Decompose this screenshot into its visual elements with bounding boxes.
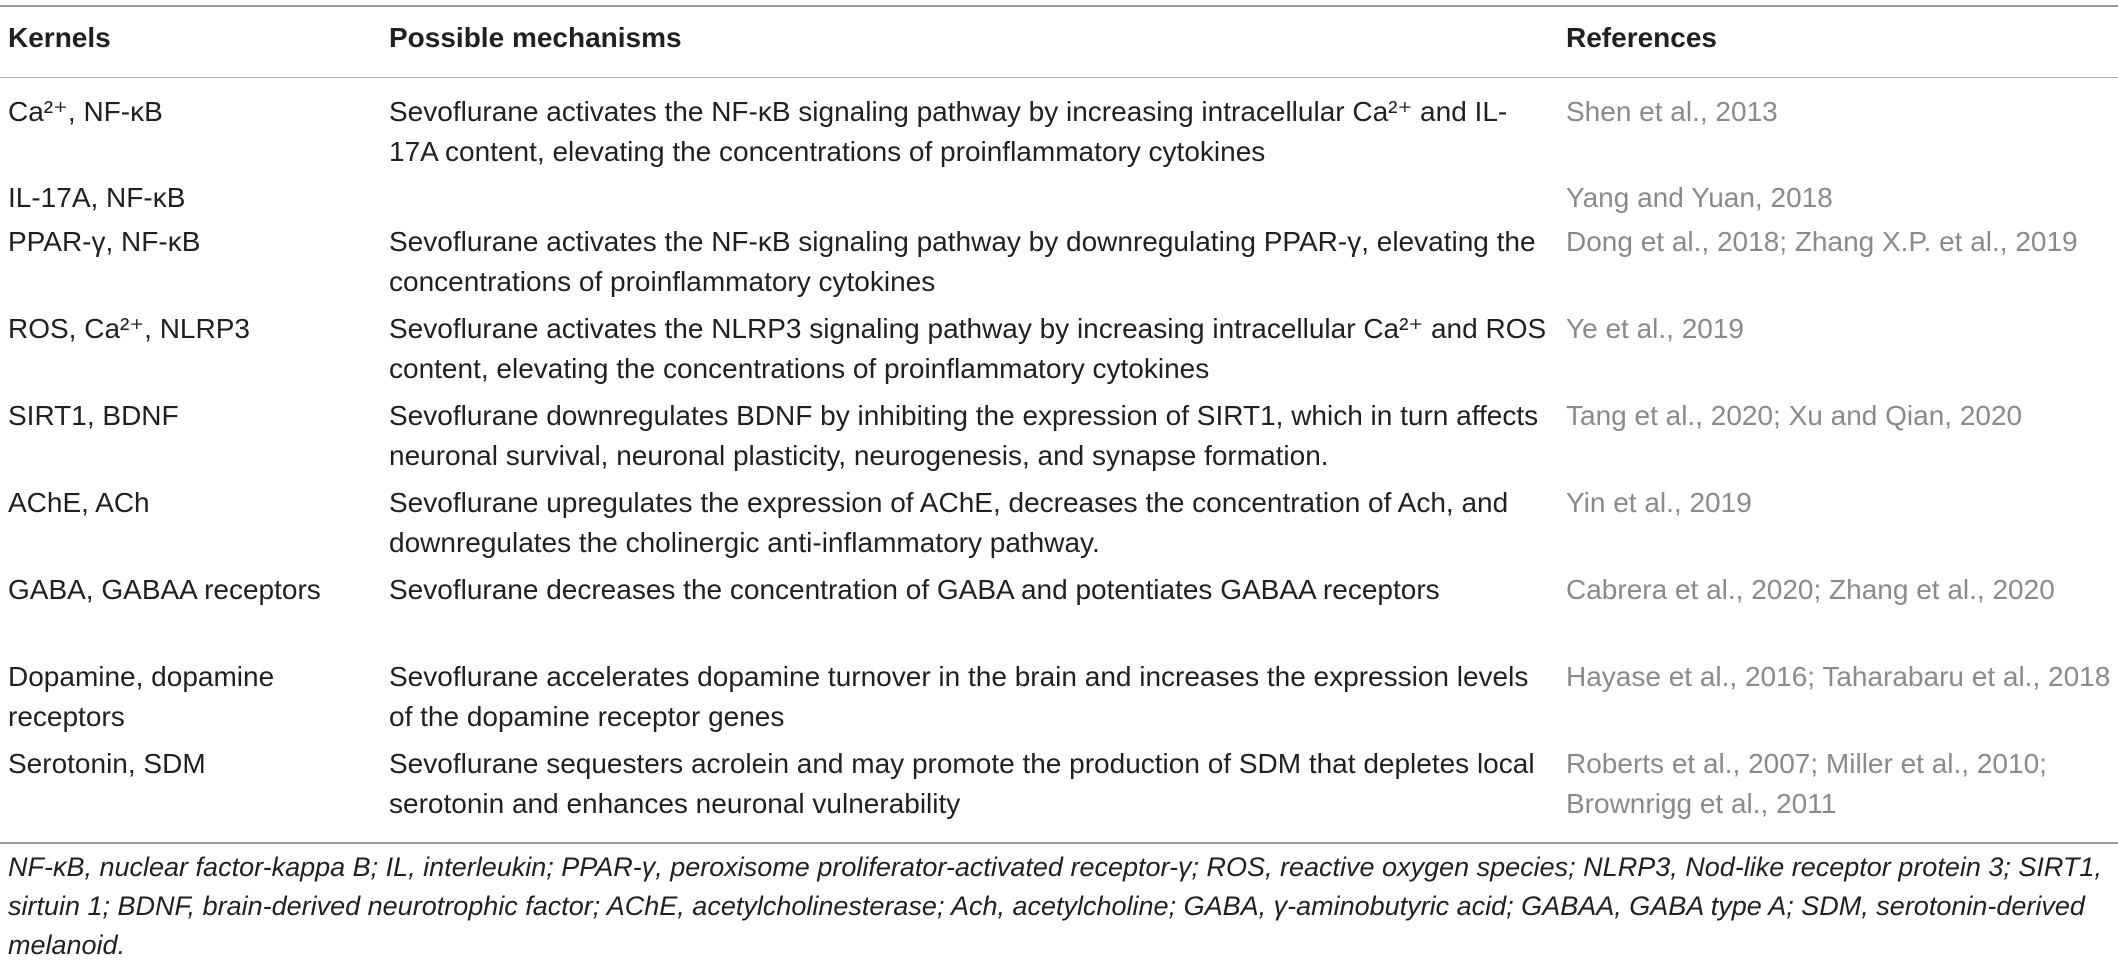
header-references: References	[1566, 22, 1717, 53]
kernels-cell: AChE, ACh	[8, 487, 150, 518]
table-bottom-rule	[0, 842, 2118, 844]
references-cell[interactable]: Dong et al., 2018; Zhang X.P. et al., 2019	[1566, 226, 2078, 257]
mechanism-cell: Sevoflurane upregulates the expression of AChE, decreases the concentration of Ach, and downregulates the cholinergic anti-inflammatory pathway.	[389, 487, 1509, 558]
mechanism-cell: Sevoflurane activates the NF-κB signaling pathway by increasing intracellular Ca²⁺ and IL-17A content, elevating the concentrations of proinflammatory cytokines	[389, 96, 1508, 167]
mechanism-cell: Sevoflurane accelerates dopamine turnover in the brain and increases the expression levels of the dopamine receptor genes	[389, 661, 1529, 732]
references-cell[interactable]: Hayase et al., 2016; Taharabaru et al., 2018	[1566, 661, 2111, 692]
references-cell[interactable]: Ye et al., 2019	[1566, 313, 1745, 344]
mechanism-cell: Sevoflurane decreases the concentration of GABA and potentiates GABAA receptors	[389, 574, 1440, 605]
references-cell[interactable]: Yang and Yuan, 2018	[1566, 182, 1833, 213]
kernels-cell: SIRT1, BDNF	[8, 400, 179, 431]
references-cell[interactable]: Shen et al., 2013	[1566, 96, 1778, 127]
references-cell[interactable]: Tang et al., 2020; Xu and Qian, 2020	[1566, 400, 2023, 431]
table-top-rule	[0, 5, 2118, 7]
references-cell[interactable]: Cabrera et al., 2020; Zhang et al., 2020	[1566, 574, 2055, 605]
kernels-cell: Serotonin, SDM	[8, 748, 206, 779]
mechanism-cell: Sevoflurane downregulates BDNF by inhibiting the expression of SIRT1, which in turn affects neuronal survival, neuronal plasticity, neurogenesis, and synapse formation.	[389, 400, 1539, 471]
references-cell[interactable]: Roberts et al., 2007; Miller et al., 2010; Brownrigg et al., 2011	[1566, 748, 2047, 819]
header-divider	[0, 77, 2118, 78]
mechanism-cell: Sevoflurane sequesters acrolein and may promote the production of SDM that depletes local serotonin and enhances neuronal vulnerability	[389, 748, 1535, 819]
table-header-row	[0, 22, 2118, 62]
header-kernels: Kernels	[8, 22, 111, 53]
references-cell[interactable]: Yin et al., 2019	[1566, 487, 1752, 518]
kernels-cell: PPAR-γ, NF-κB	[8, 226, 201, 257]
kernels-cell: Dopamine, dopamine receptors	[8, 661, 275, 732]
kernels-cell: ROS, Ca²⁺, NLRP3	[8, 313, 250, 344]
kernels-cell: GABA, GABAA receptors	[8, 574, 321, 605]
table-footnote: NF-κB, nuclear factor-kappa B; IL, interleukin; PPAR-γ, peroxisome proliferator-activated receptor-γ; ROS, reactive oxygen species; NLRP3, Nod-like receptor protein 3; SIRT1, sirtuin 1; BDNF, brain-derived neurotrophic factor; AChE, acetylcholinesterase; Ach, acetylcholine; GABA, γ-aminobutyric acid; GABAA, GABA type A; SDM, serotonin-derived melanoid.	[8, 852, 2102, 960]
kernels-cell: IL-17A, NF-κB	[8, 182, 186, 213]
mechanism-cell: Sevoflurane activates the NF-κB signaling pathway by downregulating PPAR-γ, elevating the concentrations of proinflammatory cytokines	[389, 226, 1536, 297]
header-mechanisms: Possible mechanisms	[389, 22, 682, 53]
kernels-cell: Ca²⁺, NF-κB	[8, 96, 163, 127]
mechanism-cell: Sevoflurane activates the NLRP3 signaling pathway by increasing intracellular Ca²⁺ and ROS content, elevating the concentrations of proinflammatory cytokines	[389, 313, 1547, 384]
